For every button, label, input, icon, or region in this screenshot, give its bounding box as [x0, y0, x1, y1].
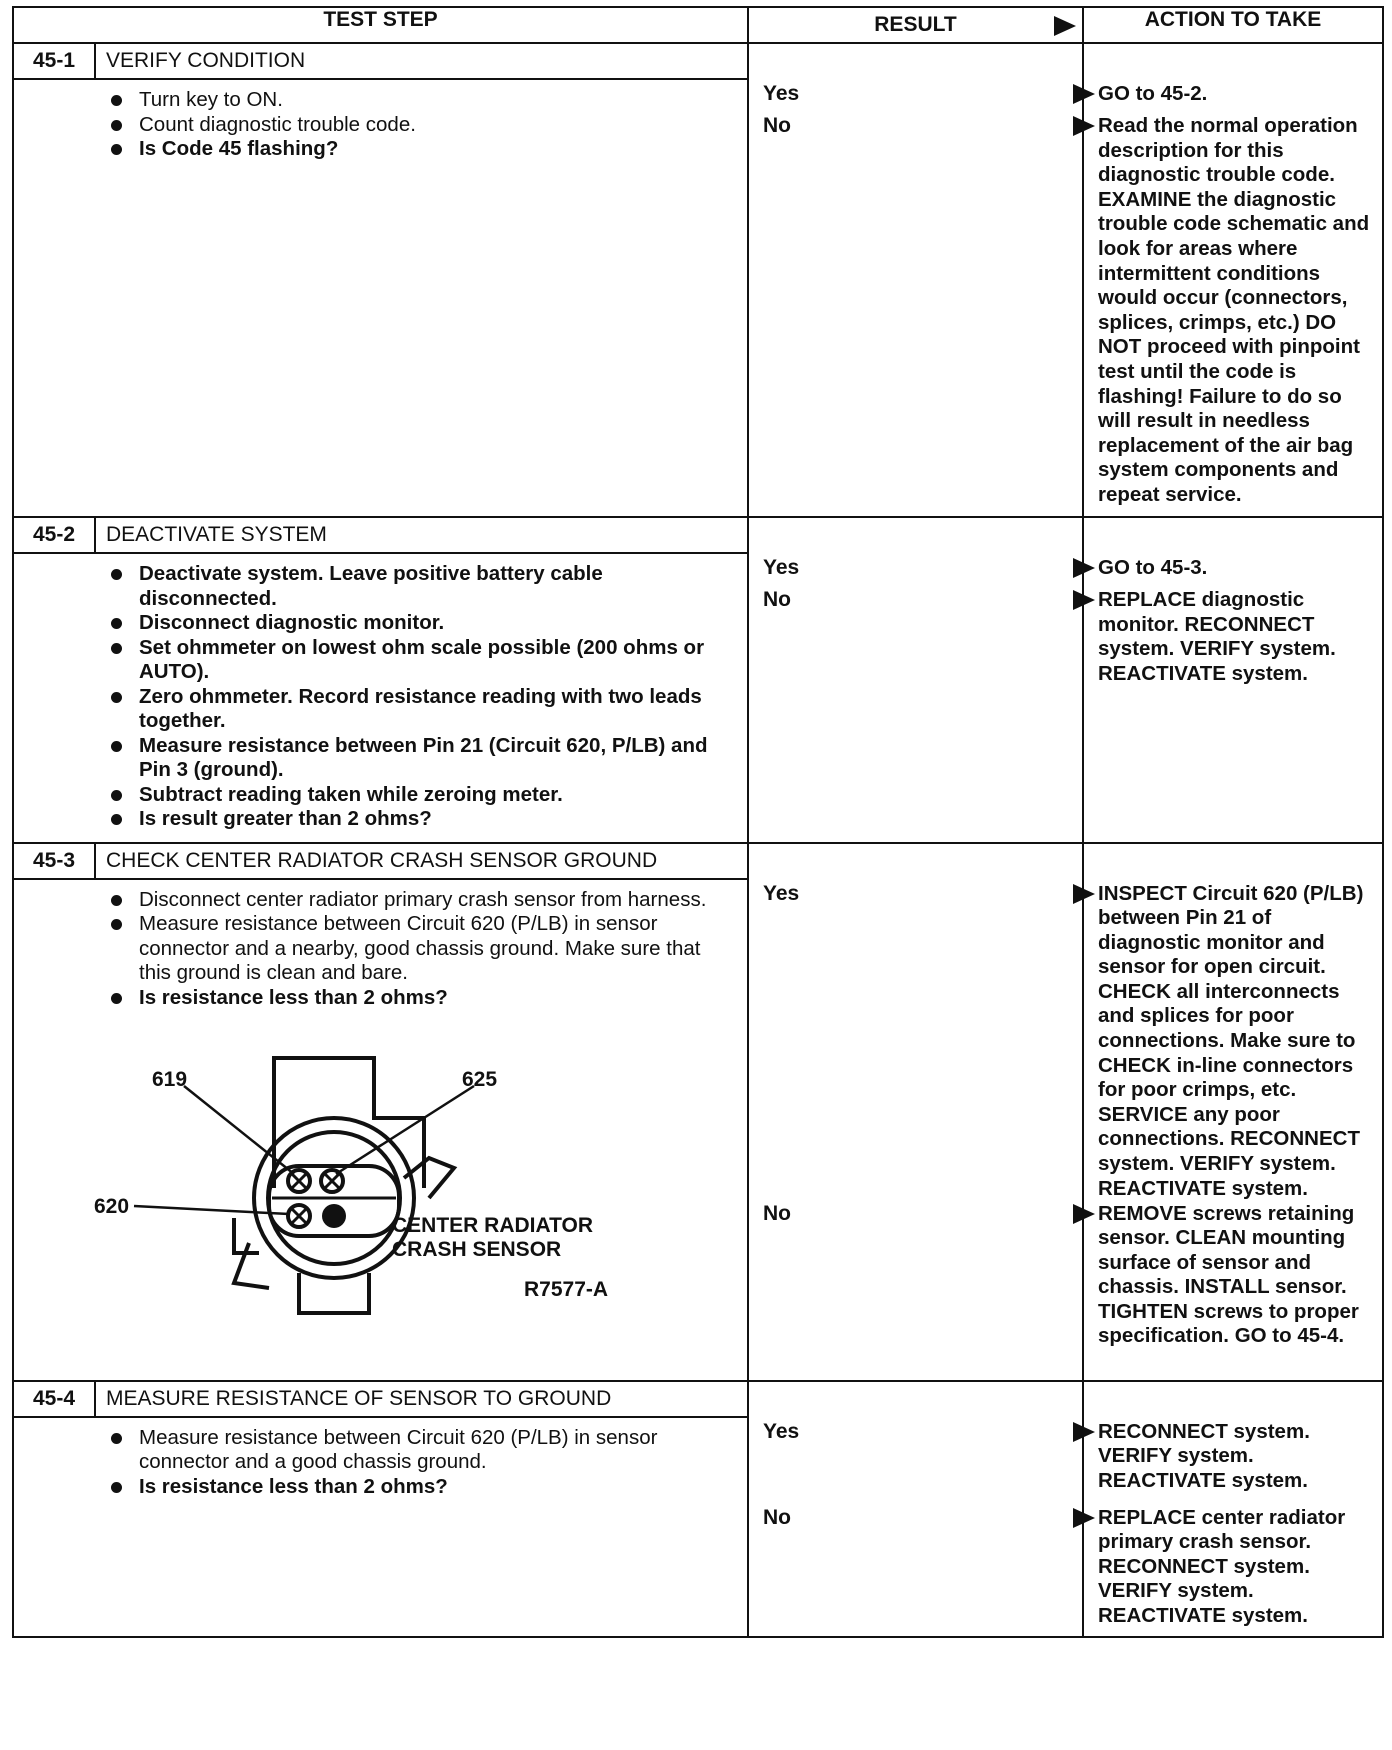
list-item: Measure resistance between Circuit 620 (P/LB) in sensor connector and a good chassis ground.: [109, 1426, 737, 1475]
pin-label-620: 620: [94, 1195, 130, 1218]
table-row: [13, 843, 1383, 1381]
action-text: Read the normal operation description for this diagnostic trouble code. EXAMINE the diagnostic trouble code schematic and look for areas where intermittent conditions would occur (connectors, splices, crimps, etc.) DO NOT proceed with pinpoint test until the code is flashing! Failure to do so will result in needless replacement of the air bag system components and repeat service.: [1098, 114, 1370, 506]
action-cell: [1083, 517, 1383, 843]
result-label: Yes: [763, 881, 800, 905]
step-number: 45-2: [14, 518, 96, 552]
header-result: [748, 7, 1083, 43]
pin-label-619: 619: [152, 1068, 188, 1091]
list-item: Measure resistance between Pin 21 (Circuit 620, P/LB) and Pin 3 (ground).: [109, 734, 737, 783]
result-yes: [763, 556, 799, 580]
result-cell: [748, 517, 1083, 843]
result-yes: [763, 882, 799, 906]
action-text: RECONNECT system. VERIFY system. REACTIVATE system.: [1098, 1419, 1310, 1492]
step-title: CHECK CENTER RADIATOR CRASH SENSOR GROUND: [106, 848, 658, 872]
diagram-caption: CENTER RADIATOR CRASH SENSOR: [392, 1214, 594, 1261]
table-header-row: [13, 7, 1383, 43]
list-item: Disconnect center radiator primary crash sensor from harness.: [109, 888, 737, 913]
list-item: Is result greater than 2 ohms?: [109, 807, 737, 832]
result-no: [763, 114, 791, 138]
step-title: MEASURE RESISTANCE OF SENSOR TO GROUND: [106, 1386, 612, 1410]
result-yes: [763, 82, 799, 106]
bullet-list: [109, 1426, 737, 1500]
action-cell: [1083, 843, 1383, 1381]
step-cell: [13, 517, 748, 843]
arrow-right-icon: [1054, 16, 1076, 36]
diagram-reference: R7577-A: [524, 1278, 609, 1301]
step-title: DEACTIVATE SYSTEM: [106, 523, 327, 546]
header-result-label: RESULT: [874, 13, 957, 36]
connector-diagram: [84, 1038, 644, 1338]
list-item: Is resistance less than 2 ohms?: [109, 986, 737, 1011]
step-cell: [13, 1381, 748, 1637]
list-item: Is Code 45 flashing?: [109, 137, 737, 162]
list-item: Measure resistance between Circuit 620 (P/LB) in sensor connector and a nearby, good chassis ground. Make sure that this ground is clean and bare.: [109, 912, 737, 986]
list-item: Deactivate system. Leave positive battery cable disconnected.: [109, 562, 737, 611]
diagnostic-table: [12, 6, 1384, 1638]
action-text: GO to 45-3.: [1098, 556, 1208, 579]
table-row: [13, 517, 1383, 843]
action-text: GO to 45-2.: [1098, 82, 1208, 105]
result-cell: [748, 1381, 1083, 1637]
step-cell: [13, 43, 748, 517]
bullet-list: [109, 888, 737, 1011]
list-item: Set ohmmeter on lowest ohm scale possible (200 ohms or AUTO).: [109, 636, 737, 685]
result-cell: [748, 43, 1083, 517]
step-title: VERIFY CONDITION: [106, 49, 306, 72]
list-item: Zero ohmmeter. Record resistance reading with two leads together.: [109, 685, 737, 734]
list-item: Turn key to ON.: [109, 88, 737, 113]
header-action: ACTION TO TAKE: [1083, 7, 1383, 43]
action-cell: [1083, 1381, 1383, 1637]
list-item: Disconnect diagnostic monitor.: [109, 611, 737, 636]
result-label: No: [763, 1201, 791, 1225]
list-item: Is resistance less than 2 ohms?: [109, 1475, 737, 1500]
action-text: REPLACE center radiator primary crash sensor. RECONNECT system. VERIFY system. REACTIVATE system.: [1098, 1505, 1346, 1627]
action-cell: [1083, 43, 1383, 517]
result-no: [763, 588, 791, 612]
step-number: 45-1: [14, 44, 96, 78]
list-item: Subtract reading taken while zeroing meter.: [109, 783, 737, 808]
step-cell: [13, 843, 748, 1381]
result-label: Yes: [763, 556, 800, 579]
bullet-list: [109, 562, 737, 832]
result-yes: [763, 1420, 799, 1444]
bullet-list: [109, 88, 737, 162]
result-no: [763, 1202, 791, 1226]
result-label: Yes: [763, 82, 800, 105]
step-number: 45-3: [14, 844, 96, 878]
pin-label-625: 625: [462, 1068, 498, 1091]
result-label: Yes: [763, 1419, 800, 1443]
result-cell: [748, 843, 1083, 1381]
result-label: No: [763, 588, 791, 611]
list-item: Count diagnostic trouble code.: [109, 113, 737, 138]
table-row: [13, 43, 1383, 517]
table-row: [13, 1381, 1383, 1637]
action-text: INSPECT Circuit 620 (P/LB) between Pin 21 of diagnostic monitor and sensor for open circuit. CHECK all interconnects and splices for poor connections. Make sure to CHECK in-line connectors for poor crimps, etc. SERVICE any poor connections. RECONNECT system. VERIFY system. REACTIVATE system.: [1098, 881, 1364, 1200]
result-no: [763, 1506, 791, 1530]
result-label: No: [763, 114, 791, 137]
result-label: No: [763, 1505, 791, 1529]
action-text: REPLACE diagnostic monitor. RECONNECT system. VERIFY system. REACTIVATE system.: [1098, 588, 1336, 685]
step-number: 45-4: [14, 1382, 96, 1416]
action-text: REMOVE screws retaining sensor. CLEAN mounting surface of sensor and chassis. INSTALL sensor. TIGHTEN screws to proper specification. GO to 45-4.: [1098, 1201, 1359, 1348]
header-test-step: TEST STEP: [13, 7, 748, 43]
